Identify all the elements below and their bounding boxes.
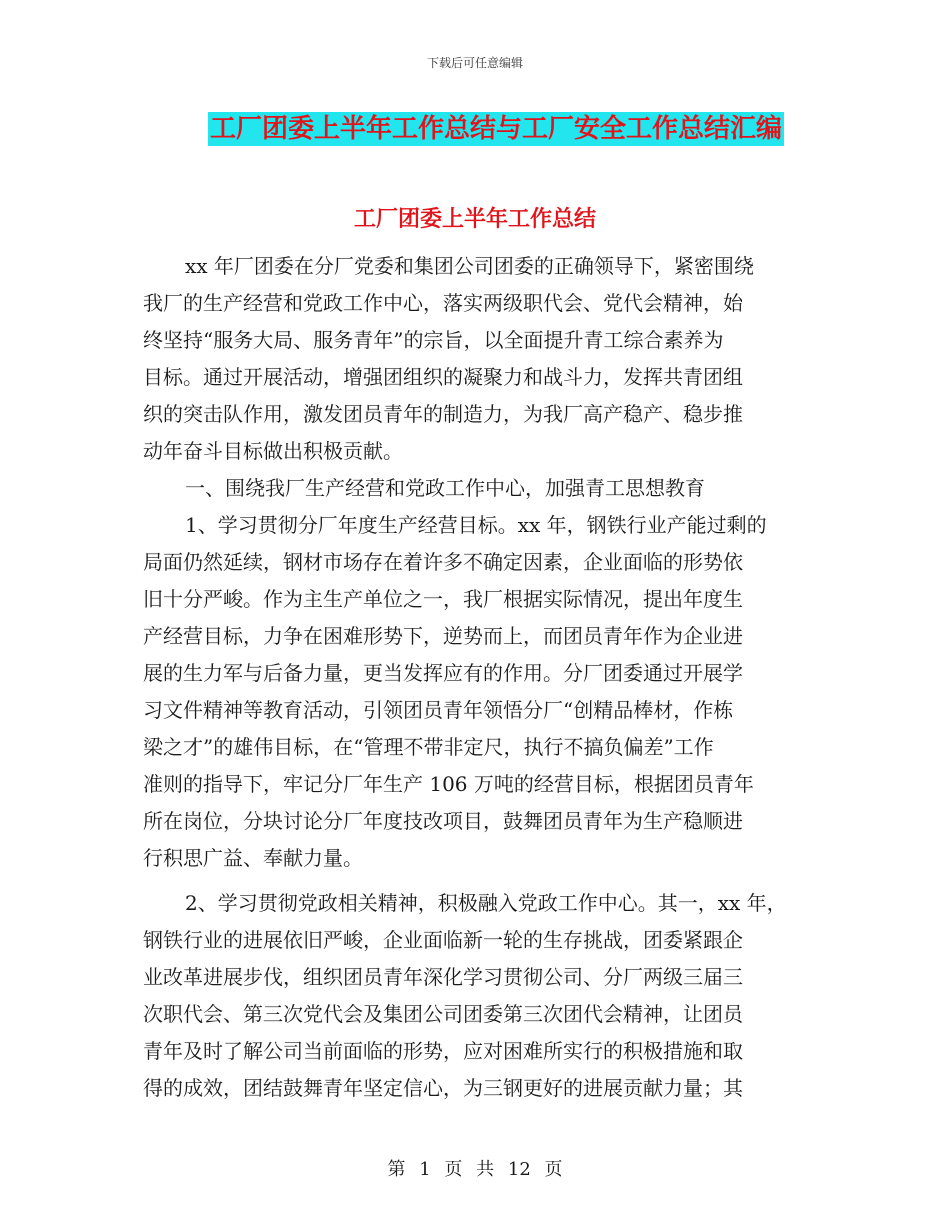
paragraph-line: 2、学习贯彻党政相关精神，积极融入党政工作中心。其一，xx 年，	[185, 891, 787, 915]
paragraph-line: 青年及时了解公司当前面临的形势，应对困难所实行的积极措施和取	[143, 1039, 743, 1063]
paragraph-line: 我厂的生产经营和党政工作中心，落实两级职代会、党代会精神，始	[143, 291, 743, 315]
section-title: 工厂团委上半年工作总结	[353, 207, 596, 232]
paragraph-line: 产经营目标，力争在困难形势下，逆势而上，而团员青年作为企业进	[143, 624, 743, 648]
paragraph-line: 习文件精神等教育活动，引领团员青年领悟分厂“创精品棒材，作栋	[143, 698, 734, 722]
paragraph-line: 1、学习贯彻分厂年度生产经营目标。xx 年，钢铁行业产能过剩的	[185, 513, 767, 537]
paragraph-line: 动年奋斗目标做出积极贡献。	[143, 439, 403, 463]
paragraph-line: 终坚持“服务大局、服务青年”的宗旨，以全面提升青工综合素养为	[143, 328, 724, 352]
total-unit: 页	[544, 1159, 563, 1180]
paragraph-line: 目标。通过开展活动，增强团组织的凝聚力和战斗力，发挥共青团组	[143, 365, 743, 389]
paragraph-line: 织的突击队作用，激发团员青年的制造力，为我厂高产稳产、稳步推	[143, 402, 743, 426]
paragraph-line: 一、围绕我厂生产经营和党政工作中心，加强青工思想教育	[185, 476, 705, 500]
paragraph-line: 得的成效，团结鼓舞青年坚定信心，为三钢更好的进展贡献力量；其	[143, 1076, 743, 1100]
total-pages: 12	[507, 1159, 531, 1180]
total-prefix: 共	[476, 1159, 495, 1180]
paragraph-line: 旧十分严峻。作为主生产单位之一，我厂根据实际情况，提出年度生	[143, 587, 743, 611]
document-body	[143, 248, 811, 1107]
paragraph-line: 梁之才”的雄伟目标，在“管理不带非定尺，执行不搞负偏差”工作	[143, 735, 714, 759]
page-unit: 页	[444, 1159, 463, 1180]
paragraph-line: 准则的指导下，牢记分厂年生产 106 万吨的经营目标，根据团员青年	[143, 772, 754, 796]
paragraph-line: 展的生力军与后备力量，更当发挥应有的作用。分厂团委通过开展学	[143, 661, 743, 685]
header-note: 下载后可任意编辑	[426, 56, 523, 70]
paragraph-line: 次职代会、第三次党代会及集团公司团委第三次团代会精神，让团员	[143, 1002, 743, 1026]
paragraph-line: 局面仍然延续，钢材市场存在着许多不确定因素，企业面临的形势依	[143, 550, 743, 574]
paragraph-line: 钢铁行业的进展依旧严峻，企业面临新一轮的生存挑战，团委紧跟企	[143, 928, 743, 952]
paragraph-line: xx 年厂团委在分厂党委和集团公司团委的正确领导下，紧密围绕	[185, 254, 754, 278]
paragraph-line: 所在岗位，分块讨论分厂年度技改项目，鼓舞团员青年为生产稳顺进	[143, 809, 743, 833]
document-main-title: 工厂团委上半年工作总结与工厂安全工作总结汇编	[210, 114, 783, 144]
paragraph-line: 业改革进展步伐，组织团员青年深化学习贯彻公司、分厂两级三届三	[143, 965, 743, 989]
paragraph-gap	[143, 877, 811, 885]
page-footer	[0, 1155, 950, 1181]
page-number: 1	[419, 1159, 431, 1180]
page-prefix: 第	[387, 1159, 406, 1180]
paragraph-line: 行积思广益、奉献力量。	[143, 846, 363, 870]
